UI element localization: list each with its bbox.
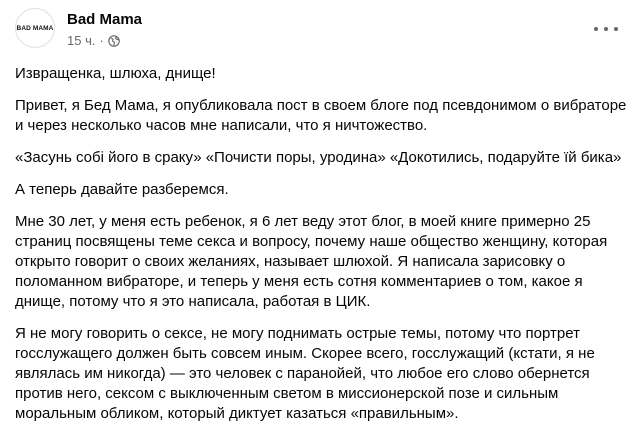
post-meta [67,33,120,48]
post-paragraph: Мне 30 лет, у меня есть ребенок, я 6 лет веду этот блог, в моей книге примерно 25 страниц посвящены теме секса и вопросу, почему наше общество женщину, которая открыто говорит о своих желаниях, называет шлюхой. Я написала зарисовку о поломанном вибраторе, и теперь у меня есть сотня комментариев о том, какое я днище, потому что я это написала, работая в ЦИК. [15,213,608,310]
post-text [15,64,627,436]
more-options-icon[interactable] [594,22,618,36]
post-header [15,8,620,56]
meta-separator: · [99,33,104,48]
globe-icon[interactable] [108,35,120,47]
author-name[interactable]: Bad Mama [67,11,143,28]
post-paragraph: Я не могу говорить о сексе, не могу поднимать острые темы, потому что портрет госслужащего должен быть совсем иным. Скорее всего, госслужащий (кстати, я не являлась им никогда) — это человек с паранойей, что любое его слово обернется против него, сексом с выключенным светом в миссионерской позе и сильным моральным обликом, который диктует казаться «правильным». [15,325,595,422]
avatar[interactable] [15,8,55,48]
post-paragraph: Привет, я Бед Мама, я опубликовала пост в своем блоге под псевдонимом о вибраторе и через несколько часов мне написали, что я ничтожество. [15,97,627,134]
post-paragraph: Извращенка, шлюха, днище! [15,65,216,82]
post-time[interactable]: 15 ч. [67,33,96,48]
post-paragraph: «Засунь собі його в сраку» «Почисти поры, уродина» «Докотились, подаруйте їй бика» [15,149,622,166]
post-paragraph: А теперь давайте разберемся. [15,181,229,198]
avatar-logo-text: BAD MAMA [16,24,54,32]
